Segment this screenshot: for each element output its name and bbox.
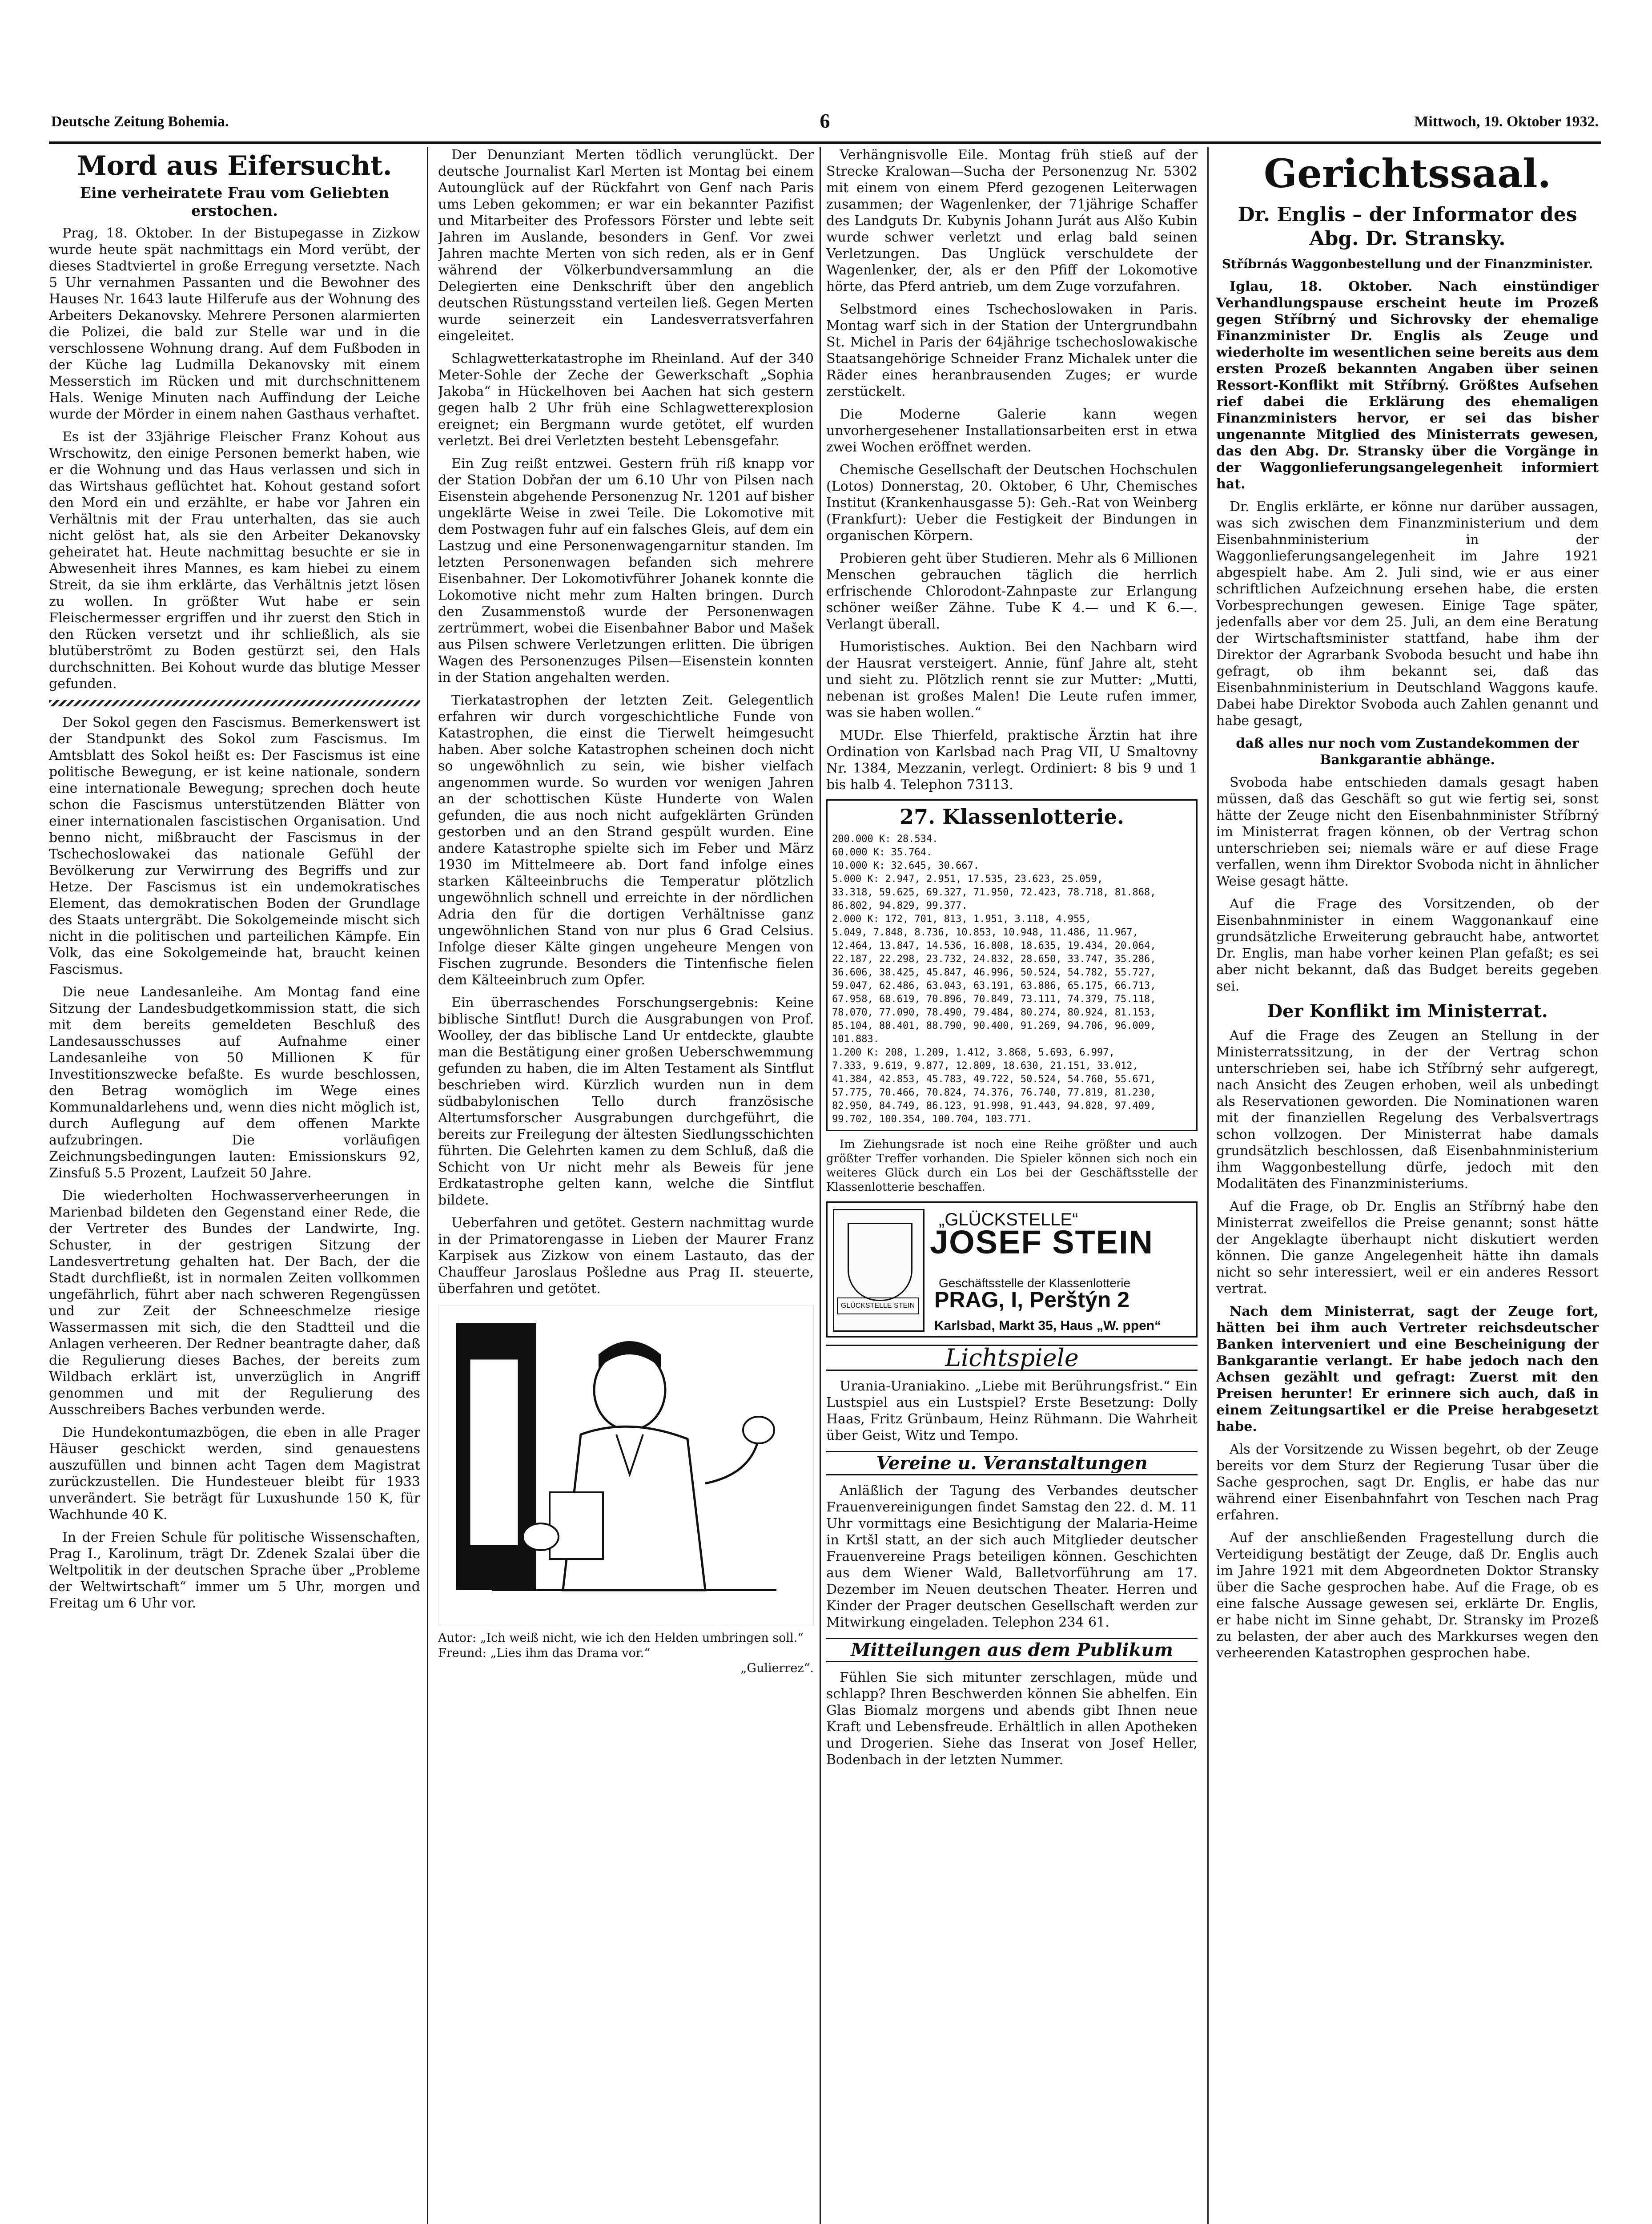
column-3 xyxy=(826,147,1198,2224)
news-item: Ein überraschendes Forschungsergebnis: Keine biblische Sintflut! Durch die Ausgrabungen von Prof. Woolley, der das biblische Land Ur entdeckte, glaubte man die Bestätigung einer großen Ueberschwemmung gefunden zu haben, die im Alten Testament als Sintflut beschrieben wird. Kürzlich wurden nun in dem südbabylonischen Tello durch französische Altertumsforscher Ausgrabungen durchgeführt, die bereits zur Freilegung der ältesten Siedlungsschichten führten. Die Gelehrten kamen zu dem Schluß, daß die Schicht von Ur nicht mehr als Beweis für jene Erdkatastrophe gelten kann, welche die Sintflut bildete. xyxy=(438,995,814,1208)
news-item: Der Sokol gegen den Fascismus. Bemerkenswert ist der Standpunkt des Sokol zum Fascismus. Im Amtsblatt des Sokol heißt es: Der Fascismus ist eine politische Bewegung, er ist keine nationale, sondern eine internationale Bewegung; sprechen doch heute schon die Fascismus unterstützenden Blätter von einer internationalen fascistischen Organisation. Und benno nicht, mißbraucht der Fascismus in der Tschechoslowakei das nationale Gefühl der Bevölkerung zur Verwirrung des Begriffs und zur Hetze. Der Fascismus ist ein undemokratisches Element, das demokratischen Boden der Grundlage des Staats untergräbt. Die Sokolgemeinde mischt sich nicht in die politischen und parteilichen Kämpfe. Ein Volk, das eine Sokolgemeinde hat, braucht keinen Fascismus. xyxy=(49,715,420,977)
article-paragraph: Svoboda habe entschieden damals gesagt haben müssen, daß das Geschäft so gut wie fertig sei, sonst hätte der Zeuge nicht den Eisenbahnminister Stříbrný im Ministerrat fragen können, ob der Vertrag schon unterschrieben sei; niemals wäre er auf diese Frage verfallen, wenn ihm Direktor Svoboda nicht in ähnlicher Weise gesagt hätte. xyxy=(1216,775,1599,889)
lottery-row: 200.000 K: 28.534. xyxy=(832,834,938,845)
advertisement xyxy=(826,1201,1198,1338)
lottery-row: 7.333, 9.619, 9.877, 12.809, 18.630, 21.151, 33.012, xyxy=(832,1060,1138,1072)
article-title: Mord aus Eifersucht. xyxy=(77,150,392,181)
ad-name: JOSEF STEIN xyxy=(930,1224,1154,1261)
lottery-row: 36.606, 38.425, 45.847, 46.996, 50.524, 54.782, 55.727, xyxy=(832,967,1156,978)
lottery-row: 2.000 K: 172, 701, 813, 1.951, 3.118, 4.955, xyxy=(832,914,1091,925)
news-item: Verhängnisvolle Eile. Montag früh stieß auf der Strecke Kralowan—Sucha der Personenzug Nr. 5302 mit einem von einem Pferd gezogenen Leiterwagen zusammen; der Wagenlenker, der 71jährige Schaffer des Landguts Dr. Kubynis Johann Jurát aus Alšo Kubin wurde schwer verletzt und erlag bald seinen Verletzungen. Das Unglück verschuldete der Wagenlenker, der, als er den Pfiff der Lokomotive hörte, das Pferd antrieb, um dem Zuge vorzufahren. xyxy=(826,147,1198,294)
lottery-row: 59.047, 62.486, 63.043, 63.191, 63.886, 65.175, 66.713, xyxy=(832,980,1156,991)
page-header xyxy=(51,109,1599,136)
article-paragraph: Auf die Frage, ob Dr. Englis an Stříbrný habe den Ministerrat zweifellos die Preise genannt; sonst hätte der Angeklagte überhaupt nicht diskutiert werden können. Die ganze Angelegenheit hätte ihn damals nicht so sehr interessiert, weil er ein anderes Ressort vertrat. xyxy=(1216,1199,1599,1297)
section-divider xyxy=(49,700,420,706)
lottery-row: 10.000 K: 32.645, 30.667. xyxy=(832,860,980,871)
column-divider xyxy=(427,147,428,2224)
article-subhead: Der Konflikt im Ministerrat. xyxy=(1267,1001,1548,1022)
section-heading: Lichtspiele xyxy=(826,1345,1198,1371)
article-paragraph: Auf die Frage des Vorsitzenden, ob der Eisenbahnminister in einem Waggonankauf eine grundsätzliche Erweiterung gebraucht habe, antwortet Dr. Englis, man habe vorher keinen Plan gefaßt; es sei aber nicht bekannt, daß das Budget bereits gegeben sei. xyxy=(1216,896,1599,994)
lottery-results xyxy=(826,799,1198,1131)
column-1 xyxy=(49,147,420,2224)
lottery-row: 5.000 K: 2.947, 2.951, 17.535, 23.623, 25.059, xyxy=(832,874,1103,885)
lottery-title: 27. Klassenlotterie. xyxy=(900,805,1124,829)
ad-address: PRAG, I, Perštýn 2 xyxy=(934,1287,1130,1312)
article-paragraph: daß alles nur noch vom Zustandekommen der Bankgarantie abhänge. xyxy=(1236,736,1579,768)
article-paragraph: Iglau, 18. Oktober. Nach einstündiger Verhandlungspause erscheint heute im Prozeß gegen Stříbrný und Sichrovsky der ehemalige Finanzminister Dr. Englis als Zeuge und wiederholte im wesentlichen seine bereits aus dem ersten Prozeß bekannten Angaben über seinen Ressort-Konflikt mit Stříbrný. Größtes Aufsehen rief dabei die Erklärung des ehemaligen Finanzministers hervor, er sei das bisher ungenannte Mitglied des Ministerrats gewesen, das den Abg. Dr. Stransky über die Vorgänge in der Waggonlieferungsangelegenheit informiert hat. xyxy=(1216,279,1599,492)
cartoon-source: „Gulierrez“. xyxy=(740,1661,814,1675)
column-4 xyxy=(1216,147,1599,2224)
article-kicker: Stříbrnás Waggonbestellung und der Finanzminister. xyxy=(1222,257,1593,271)
lottery-row: 78.070, 77.090, 78.490, 79.484, 80.274, 80.924, 81.153, xyxy=(832,1007,1156,1018)
lottery-row: 33.318, 59.625, 69.327, 71.950, 72.423, 78.718, 81.868, xyxy=(832,887,1156,898)
article-paragraph: Prag, 18. Oktober. In der Bistupegasse in Zizkow wurde heute spät nachmittags ein Mord verübt, der dieses Stadtviertel in große Erregung versetzte. Nach 5 Uhr vernahmen Passanten und die Bewohner des Hauses Nr. 1643 laute Hilferufe aus der Wohnung des Arbeiters Dekanovsky. Mehrere Personen alarmierten die Polizei, die bald zur Stelle war und in die verschlossene Wohnung drang. Auf dem Fußboden in der Küche lag Ludmilla Dekanovsky mit einem Messerstich im Rücken und mit durchschnittenem Hals. Wenige Minuten nach Auffindung der Leiche wurde der Mörder in einem nahen Gasthaus verhaftet. xyxy=(49,226,420,422)
article-paragraph: Nach dem Ministerrat, sagt der Zeuge fort, hätten bei ihm auch Vertreter reichsdeutscher Banken interveniert und eine Bescheinigung der Bankgarantie verlangt. Er habe jedoch nach den Achsen gezählt und gefragt: Zuerst mit den Preisen herunter! Er erinnere sich auch, daß in einem Zeitungsartikel er die Preise herabgesetzt habe. xyxy=(1216,1304,1599,1434)
lottery-row: 1.200 K: 208, 1.209, 1.412, 3.868, 5.693, 6.997, xyxy=(832,1047,1115,1058)
news-item: Ueberfahren und getötet. Gestern nachmittag wurde in der Primatorengasse in Lieben der Maurer Franz Karpisek aus Zizkow von einem Lastauto, das der Chauffeur Jaroslaus Pošledne aus Prag II. steuerte, überfahren und getötet. xyxy=(438,1215,814,1297)
lottery-row: 60.000 K: 35.764. xyxy=(832,847,933,858)
section-heading: Vereine u. Veranstaltungen xyxy=(826,1451,1198,1475)
news-item: Probieren geht über Studieren. Mehr als 6 Millionen Menschen gebrauchen täglich die herrlich erfrischende Chlorodont-Zahnpaste zur Erlangung schöner weißer Zähne. Tube K 4.— und K 6.—. Verlangt überall. xyxy=(826,551,1198,632)
lottery-logo xyxy=(833,1209,924,1332)
lottery-row: 82.950, 84.749, 86.123, 91.998, 91.443, 94.828, 97.409, xyxy=(832,1100,1156,1112)
lottery-row: 22.187, 22.298, 23.732, 24.832, 28.650, 33.747, 35.286, xyxy=(832,954,1156,965)
article-paragraph: Auf die Frage des Zeugen an Stellung in der Ministerratssitzung, in der der Vertrag schon unterschrieben sei, habe ich Stříbrný sehr aufgeregt, nach Ansicht des Zeugen erhoben, weil als unbedingt als Reservationen geworden. Die Nominationen waren mit der finanziellen Regelung des Verbalsvertrags schon vollzogen. Der Ministerrat habe damals grundsätzlich beschlossen, daß Eisenbahnministerium ihm Waggonbestellung dürfe, jedoch mit den Modalitäten des Finanzministeriums. xyxy=(1216,1028,1599,1192)
article-paragraph: Es ist der 33jährige Fleischer Franz Kohout aus Wrschowitz, den einige Personen bemerkt haben, wie er die Wohnung und das Haus verlassen und sich in das Wirtshaus geflüchtet hat. Kohout gestand sofort den Mord ein und erzählte, er habe vor Jahren ein Verhältnis mit der Frau unterhalten, das sie auch nicht gelöst hat, als sie den Arbeiter Dekanovsky geheiratet hat. Heute nachmittag besuchte er sie in Abwesenheit ihres Mannes, es kam hiebei zu einem Streit, da sie ihm erklärte, das Verhältnis jetzt lösen zu wollen. In größter Wut habe er sein Fleischermesser ergriffen und ihr zuerst den Stich in den Rücken versetzt und ihr schließlich, als sie blutüberströmt zu Boden gestürzt sei, den Hals durchschnitten. Bei Kohout wurde das blutige Messer gefunden. xyxy=(49,429,420,692)
article-paragraph: Als der Vorsitzende zu Wissen begehrt, ob der Zeuge bereits vor dem Sturz der Regierung Tusar über die Sache gesprochen, sagt Dr. Englis, er habe das nur während einer Eisenbahnfahrt von Teschen nach Prag erfahren. xyxy=(1216,1442,1599,1523)
news-item: MUDr. Else Thierfeld, praktische Ärztin hat ihre Ordination von Karlsbad nach Prag VII, U Smaltovny Nr. 1384, Mezzanin, verlegt. Ordiniert: 8 bis 9 und 1 bis halb 4. Telephon 73113. xyxy=(826,728,1198,793)
lottery-note: Im Ziehungsrade ist noch eine Reihe größter und auch größter Treffer vorhanden. Die Spieler können sich noch ein weiteres Glück durch ein Los bei der Geschäftsstelle der Klassenlotterie beschaffen. xyxy=(826,1138,1198,1194)
news-item: In der Freien Schule für politische Wissenschaften, Prag I., Karolinum, trägt Dr. Zdenek Szalai über die Weltpolitik in der deutschen Sprache über „Probleme der Weltwirtschaft“ immer um 5 Uhr, morgen und Freitag um 6 Uhr vor. xyxy=(49,1530,420,1611)
cartoon-drawing xyxy=(438,1305,813,1625)
shield-icon xyxy=(848,1223,912,1301)
cartoon-illustration xyxy=(438,1305,814,1626)
issue-date: Mittwoch, 19. Oktober 1932. xyxy=(1414,113,1599,130)
news-item: Die wiederholten Hochwasserverheerungen in Marienbad bildeten den Gegenstand einer Rede, die der Vertreter des Bundes der Landwirte, Ing. Schuster, in der gestrigen Sitzung der Landesvertretung gehalten hat. Der Bach, der die Stadt durchfließt, ist in normalen Zeiten vollkommen ungefährlich, führt aber nach schweren Regengüssen und zur Zeit der Schneeschmelze riesige Wassermassen mit sich, die den Stadtteil und die Anlagen verheeren. Der Redner beantragte daher, daß die Regulierung dieses Baches, der bereits zum Wildbach erklärt ist, unverzüglich in Angriff genommen und mit der Regulierung des Ausschreibers Baches verbunden werde. xyxy=(49,1188,420,1418)
article-paragraph: Auf der anschließenden Fragestellung durch die Verteidigung bestätigt der Zeuge, daß Dr. Englis auch im Jahre 1921 mit dem Abgeordneten Doktor Stransky über die Sache gesprochen habe. Auf die Frage, ob es eine falsche Aussage gewesen sei, erklärte Dr. Englis, er habe nicht im Sinne gehabt, Dr. Stransky im Prozeß zu belasten, der aber auch des Markkurses wegen den verheerenden Katastrophen gesprochen habe. xyxy=(1216,1530,1599,1661)
news-item: Chemische Gesellschaft der Deutschen Hochschulen (Lotos) Donnerstag, 20. Oktober, 6 Uhr, Chemisches Institut (Krankenhausgasse 5): Geh.-Rat von Weinberg (Frankfurt): Ueber die Festigkeit der Bindungen in organischen Körpern. xyxy=(826,462,1198,544)
cartoon-caption: Freund: „Lies ihm das Drama vor.“ xyxy=(438,1646,651,1660)
ad-line: „GLÜCKSTELLE“ xyxy=(939,1210,1078,1229)
column-2 xyxy=(438,147,814,2224)
lottery-row: 5.049, 7.848, 8.736, 10.853, 10.948, 11.486, 11.967, xyxy=(832,927,1138,938)
news-item: Der Denunziant Merten tödlich verunglückt. Der deutsche Journalist Karl Merten ist Montag bei einem Autounglück auf der Rückfahrt von Genf nach Paris ums Leben gekommen; er war ein bekannter Pazifist und Mitarbeiter des Professors Förster und lebte seit Jahren im Auslande, besonders in Genf. Vor zwei Jahren machte Merten von sich reden, als er in Genf während der Völkerbundversammlung an die Delegierten eine Denkschrift über den angeblich deutschen Rüstungsstand verteilen ließ. Gegen Merten wurde seinerzeit ein Landesverratsverfahren eingeleitet. xyxy=(438,147,814,344)
page-number: 6 xyxy=(820,109,830,132)
lottery-row: 57.775, 70.466, 70.824, 74.376, 76.740, 77.819, 81.230, xyxy=(832,1087,1156,1098)
section-title: Gerichtssaal. xyxy=(1263,150,1552,197)
lottery-rows xyxy=(832,833,1192,1126)
news-item: Die Moderne Galerie kann wegen unvorhergesehener Installationsarbeiten erst in etwa zwei Wochen eröffnet werden. xyxy=(826,407,1198,455)
news-item: Anläßlich der Tagung des Verbandes deutscher Frauenvereinigungen findet Samstag den 22. d. M. 11 Uhr vormittags eine Besichtigung der Malaria-Heime in Krtšl statt, an der sich auch Mitglieder deutscher Frauenvereine Prags beteiligen können. Geschichten aus dem Wiener Wald, Balletvorführung am 17. Dezember im Neuen deutschen Theater. Herren und Kinder der Prager deutschen Gesellschaft werden zur Mitwirkung eingeladen. Telephon 234 61. xyxy=(826,1483,1198,1630)
news-item: Fühlen Sie sich mitunter zerschlagen, müde und schlapp? Ihren Beschwerden können Sie abhelfen. Ein Glas Biomalz morgens und abends gibt Ihnen neue Kraft und Lebensfreude. Erhältlich in allen Apotheken und Drogerien. Siehe das Inserat von Josef Heller, Bodenbach in der letzten Nummer. xyxy=(826,1670,1198,1768)
article-paragraph: Dr. Englis erklärte, er könne nur darüber aussagen, was sich zwischen dem Finanzministerium und dem Eisenbahnministerium in der Waggonlieferungsangelegenheit im Jahre 1921 abgespielt habe. Am 2. Juli sind, wie er aus einer schriftlichen Aufzeichnung ersehen habe, die ersten Vorbesprechungen gewesen. Einige Tage später, jedenfalls aber vor dem 25. Juli, an dem eine Beratung der Wirtschaftsminister stattfand, habe ihm der Direktor der Agrarbank Svoboda besucht und habe ihn gefragt, ob ihm bekannt sei, daß das Eisenbahnministerium in Deutschland Waggons kaufe. Dabei habe Direktor Svoboda auch Zahlen genannt und habe gesagt, xyxy=(1216,499,1599,729)
lottery-row: 12.464, 13.847, 14.536, 16.808, 18.635, 19.434, 20.064, xyxy=(832,940,1156,951)
cartoon-caption: Autor: „Ich weiß nicht, wie ich den Helden umbringen soll.“ xyxy=(438,1631,804,1645)
ad-line: Geschäftsstelle der Klassenlotterie xyxy=(939,1276,1131,1290)
lottery-row: 85.104, 88.401, 88.790, 90.400, 91.269, 94.706, 96.009, xyxy=(832,1020,1156,1031)
news-item: Ein Zug reißt entzwei. Gestern früh riß knapp vor der Station Dobřan der um 6.10 Uhr von Pilsen nach Eisenstein abgehende Personenzug Nr. 1201 auf bisher ungeklärte Weise in zwei Teile. Die Lokomotive mit dem Postwagen fuhr auf ein falsches Gleis, auf dem ein Lastzug und eine Personenwagengarnitur standen. Im letzten Personenwagen befanden sich mehrere Eisenbahner. Der Lokomotivführer Johanek konnte die Lokomotive nicht mehr zum Halten bringen. Durch den Zusammenstoß wurde der Personenwagen zertrümmert, wobei die Eisenbahner Babor und Mašek aus Pilsen schwere Verletzungen erlitten. Die übrigen Wagen des Personenzuges Pilsen—Eisenstein konnten in der Station angehalten werden. xyxy=(438,456,814,685)
lottery-row: 67.958, 68.619, 70.896, 70.849, 73.111, 74.379, 75.118, xyxy=(832,994,1156,1005)
lottery-row: 86.802, 94.829, 99.377. xyxy=(832,900,968,911)
lottery-row: 99.702, 100.354, 100.704, 103.771. xyxy=(832,1114,1033,1125)
news-item: Die neue Landesanleihe. Am Montag fand eine Sitzung der Landesbudgetkommission statt, die sich mit dem bereits gemeldeten Beschluß des Landesausschusses auf Aufnahme einer Landesanleihe von 50 Millionen K für Investitionszwecke befaßte. Es wurde beschlossen, den Betrag womöglich im Wege eines Kommunaldarlehens und, wenn dies nicht möglich ist, durch Auflegung auf dem offenen Markte aufzubringen. Die vorläufigen Zeichnungsbedingungen lauten: Emissionskurs 92, Zinsfuß 5.5 Prozent, Laufzeit 50 Jahre. xyxy=(49,984,420,1181)
news-item: Schlagwetterkatastrophe im Rheinland. Auf der 340 Meter-Sohle der Zeche der Gewerkschaft „Sophia Jakoba“ in Hückelhoven bei Aachen hat sich gestern gegen halb 2 Uhr früh eine Schlagwetterexplosion ereignet; ein Bergmann wurde getötet, elf wurden verletzt. Bei drei Verletzten besteht Lebensgefahr. xyxy=(438,351,814,449)
column-divider xyxy=(1207,147,1209,2224)
news-item: Humoristisches. Auktion. Bei den Nachbarn wird der Hausrat versteigert. Annie, fünf Jahre alt, steht und sieht zu. Plötzlich rennt sie zur Mutter: „Mutti, nebenan ist großes Malen! Die Leute rufen immer, was sie haben wollen.“ xyxy=(826,639,1198,721)
news-item: Die Hundekontumazbögen, die eben in alle Prager Häuser geschickt werden, sind genauestens auszufüllen und binnen acht Tagen dem Magistrat zurückzustellen. Die Hundesteuer bleibt für 1933 unverändert. Sie beträgt für Luxushunde 150 K, für Wachhunde 40 K. xyxy=(49,1425,420,1523)
news-item: Selbstmord eines Tschechoslowaken in Paris. Montag warf sich in der Station der Untergrundbahn St. Michel in Paris der 64jährige tschechoslowakische Staatsangehörige Schneider Franz Michalek unter die Räder eines heranbrausenden Zuges; er wurde zerstückelt. xyxy=(826,302,1198,399)
newspaper-name: Deutsche Zeitung Bohemia. xyxy=(51,113,229,130)
news-item: Tierkatastrophen der letzten Zeit. Gelegentlich erfahren wir durch vorgeschichtliche Funde von Katastrophen, die einst die Tierwelt heimgesucht haben. Aber solche Katastrophen scheinen doch nicht so ungewöhnlich zu sein, wie bisher vielfach angenommen wurde. So wurden vor wenigen Jahren an der schottischen Küste Hunderte von Walen gefunden, die aus noch nicht aufgeklärten Gründen gestorben und an den Strand gespült wurden. Eine andere Katastrophe spielte sich im Feber und März 1930 im Mittelmeere ab. Dort fand infolge eines starken Kälteeinbruchs die Temperatur plötzlich ungewöhnlich schnell und erreichte in der nördlichen Adria den für die dortigen Verhältnisse ganz ungewöhnlichen Stand von nur plus 6 Grad Celsius. Infolge dieser Kälte gingen ungeheure Mengen von Fischen zugrunde. Besonders die Tintenfische fielen dem Kälteeinbruch zum Opfer. xyxy=(438,693,814,988)
lottery-row: 101.883. xyxy=(832,1034,879,1045)
logo-band: GLÜCKSTELLE STEIN xyxy=(837,1297,919,1314)
section-heading: Mitteilungen aus dem Publikum xyxy=(826,1638,1198,1662)
ad-branch: Karlsbad, Markt 35, Haus „W. ppen“ xyxy=(934,1318,1162,1333)
news-item: Urania-Uraniakino. „Liebe mit Berührungsfrist.“ Ein Lustspiel aus ein Lustspiel? Erste Besetzung: Dolly Haas, Fritz Grünbaum, Heinz Rühmann. Die Wahrheit über Geist, Witz und Tempo. xyxy=(826,1378,1198,1443)
article-subtitle: Eine verheiratete Frau vom Geliebten erstochen. xyxy=(80,184,390,219)
column-divider xyxy=(820,147,821,2224)
lottery-row: 41.384, 42.853, 45.783, 49.722, 50.524, 54.760, 55.671, xyxy=(832,1074,1156,1085)
article-title: Dr. Englis – der Informator des Abg. Dr. Stransky. xyxy=(1238,203,1577,250)
header-rule xyxy=(49,141,1601,144)
